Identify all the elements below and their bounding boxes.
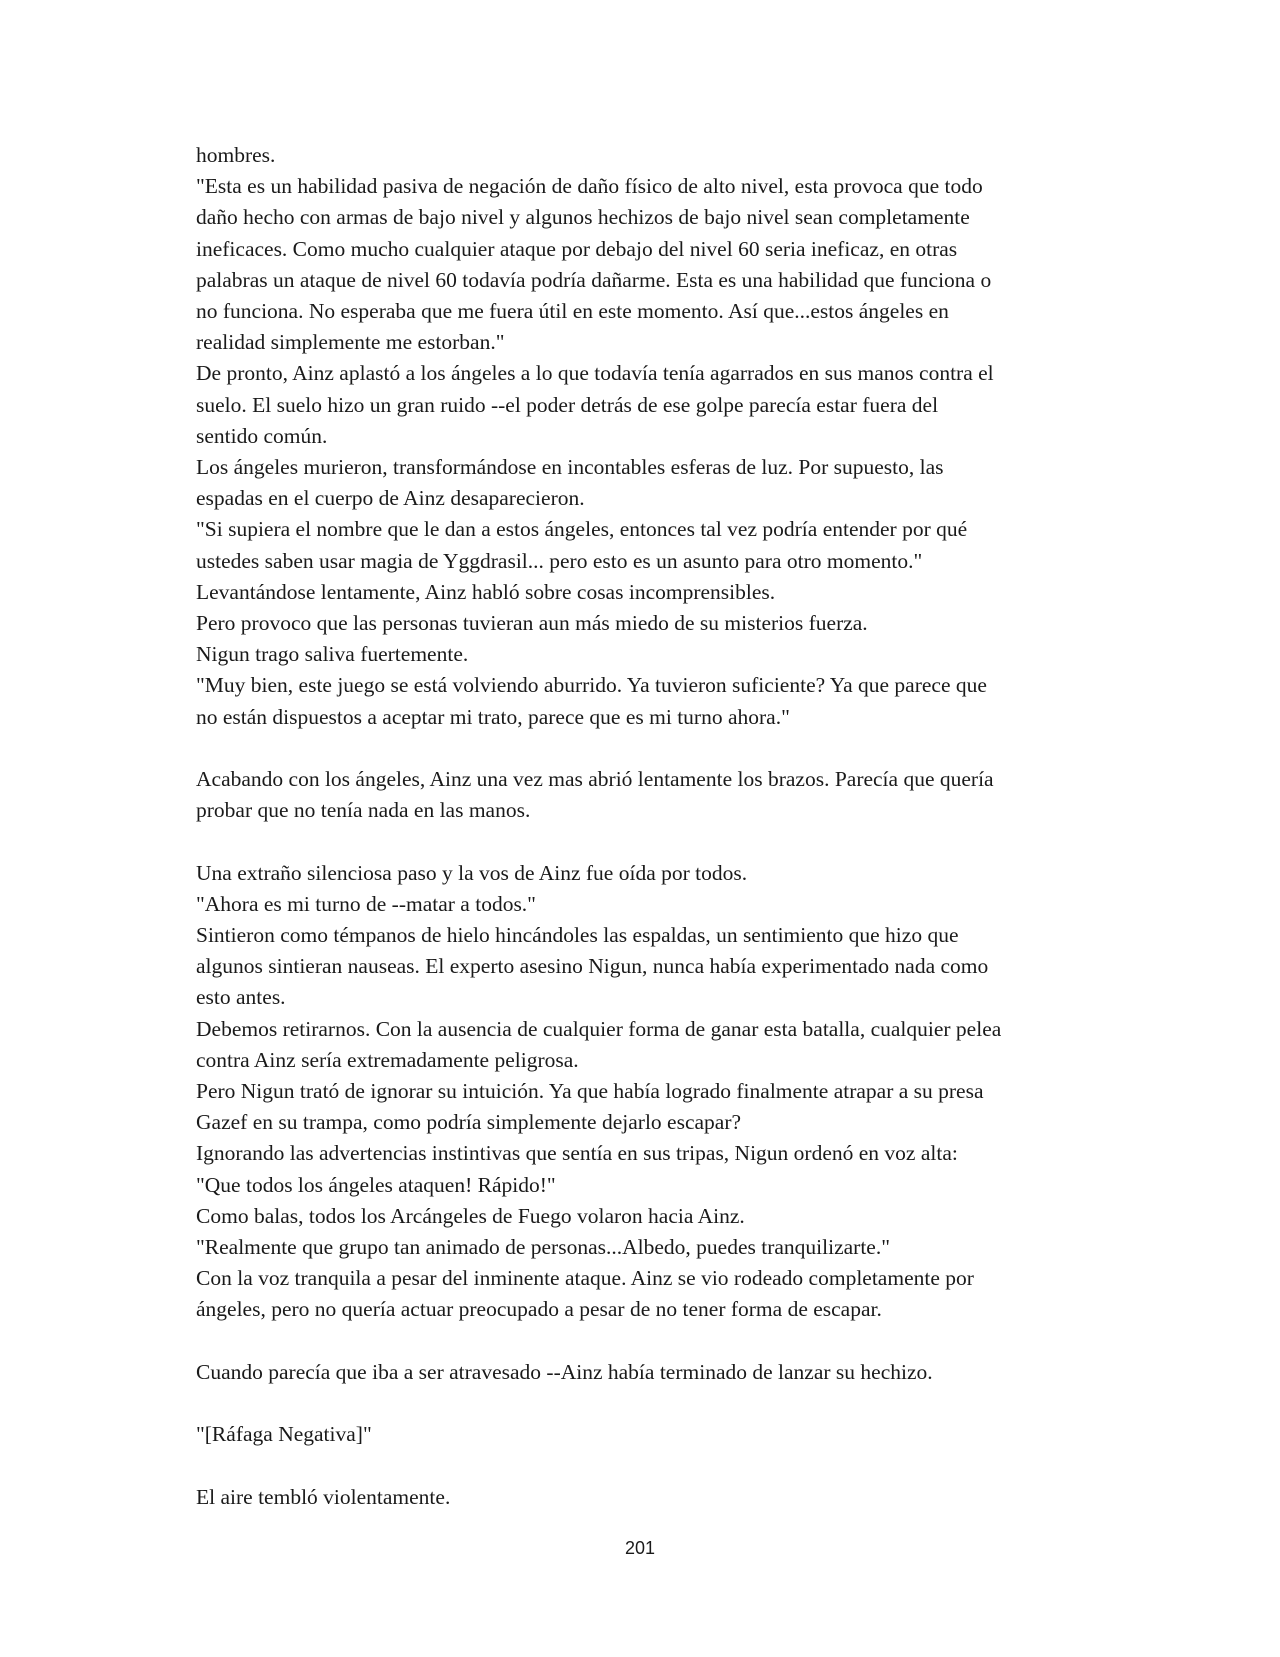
text-line: "Muy bien, este juego se está volviendo aburrido. Ya tuvieron suficiente? Ya que parece que	[196, 673, 987, 698]
text-line: suelo. El suelo hizo un gran ruido --el poder detrás de ese golpe parecía estar fuera del	[196, 392, 939, 417]
text-line: El aire tembló violentamente.	[196, 1484, 451, 1509]
text-line: no están dispuestos a aceptar mi trato, parece que es mi turno ahora."	[196, 704, 790, 729]
text-line: "Si supiera el nombre que le dan a estos ángeles, entonces tal vez podría entender por qué	[196, 517, 968, 542]
text-line: "Ahora es mi turno de --matar a todos."	[196, 891, 536, 916]
text-line: "Que todos los ángeles ataquen! Rápido!"	[196, 1172, 556, 1197]
text-line: De pronto, Ainz aplastó a los ángeles a lo que todavía tenía agarrados en sus manos contra el	[196, 361, 994, 386]
text-line: algunos sintieran nauseas. El experto asesino Nigun, nunca había experimentado nada como	[196, 954, 989, 979]
text-line: Gazef en su trampa, como podría simplemente dejarlo escapar?	[196, 1110, 742, 1135]
text-line: ángeles, pero no quería actuar preocupado a pesar de no tener forma de escapar.	[196, 1297, 882, 1322]
text-line: probar que no tenía nada en las manos.	[196, 798, 531, 823]
text-line: Pero Nigun trató de ignorar su intuición. Ya que había logrado finalmente atrapar a su presa	[196, 1079, 984, 1104]
text-line: no funciona. No esperaba que me fuera útil en este momento. Así que...estos ángeles en	[196, 299, 949, 324]
page-number: 201	[624, 1538, 656, 1558]
text-line: esto antes.	[196, 985, 286, 1010]
text-line: ustedes saben usar magia de Yggdrasil... pero esto es un asunto para otro momento."	[196, 548, 923, 573]
text-line: ineficaces. Como mucho cualquier ataque por debajo del nivel 60 seria ineficaz, en otras	[196, 236, 958, 261]
blank-line	[196, 1450, 1096, 1481]
text-line: Una extraño silenciosa paso y la vos de Ainz fue oída por todos.	[196, 860, 748, 885]
text-line: daño hecho con armas de bajo nivel y algunos hechizos de bajo nivel sean completamente	[196, 205, 970, 230]
text-line: Cuando parecía que iba a ser atravesado --Ainz había terminado de lanzar su hechizo.	[196, 1359, 933, 1384]
text-line: sentido común.	[196, 423, 328, 448]
text-line: Acabando con los ángeles, Ainz una vez mas abrió lentamente los brazos. Parecía que quería	[196, 767, 994, 792]
text-line: Como balas, todos los Arcángeles de Fuego volaron hacia Ainz.	[196, 1203, 745, 1228]
text-line: Nigun trago saliva fuertemente.	[196, 642, 469, 667]
text-line: Ignorando las advertencias instintivas que sentía en sus tripas, Nigun ordenó en voz alta:	[196, 1141, 958, 1166]
blank-line	[196, 733, 1096, 764]
text-line: "[Ráfaga Negativa]"	[196, 1422, 372, 1447]
text-line: "Esta es un habilidad pasiva de negación de daño físico de alto nivel, esta provoca que todo	[196, 174, 983, 199]
text-line: "Realmente que grupo tan animado de personas...Albedo, puedes tranquilizarte."	[196, 1235, 890, 1260]
text-line: Debemos retirarnos. Con la ausencia de cualquier forma de ganar esta batalla, cualquier pelea	[196, 1016, 1002, 1041]
blank-line	[196, 826, 1096, 857]
text-line: realidad simplemente me estorban."	[196, 330, 505, 355]
text-line: espadas en el cuerpo de Ainz desaparecieron.	[196, 486, 585, 511]
text-line: Pero provoco que las personas tuvieran aun más miedo de su misterios fuerza.	[196, 611, 868, 636]
blank-line	[196, 1326, 1096, 1357]
text-line: Levantándose lentamente, Ainz habló sobre cosas incomprensibles.	[196, 579, 776, 604]
text-line: Con la voz tranquila a pesar del inminente ataque. Ainz se vio rodeado completamente por	[196, 1266, 974, 1291]
text-line: palabras un ataque de nivel 60 todavía podría dañarme. Esta es una habilidad que funciona o	[196, 267, 992, 292]
text-line: Los ángeles murieron, transformándose en incontables esferas de luz. Por supuesto, las	[196, 455, 944, 480]
blank-line	[196, 1388, 1096, 1419]
text-line: Sintieron como témpanos de hielo hincándoles las espaldas, un sentimiento que hizo que	[196, 923, 959, 948]
body-text	[196, 140, 1096, 1513]
text-line: contra Ainz sería extremadamente peligrosa.	[196, 1047, 579, 1072]
text-line: hombres.	[196, 143, 276, 167]
